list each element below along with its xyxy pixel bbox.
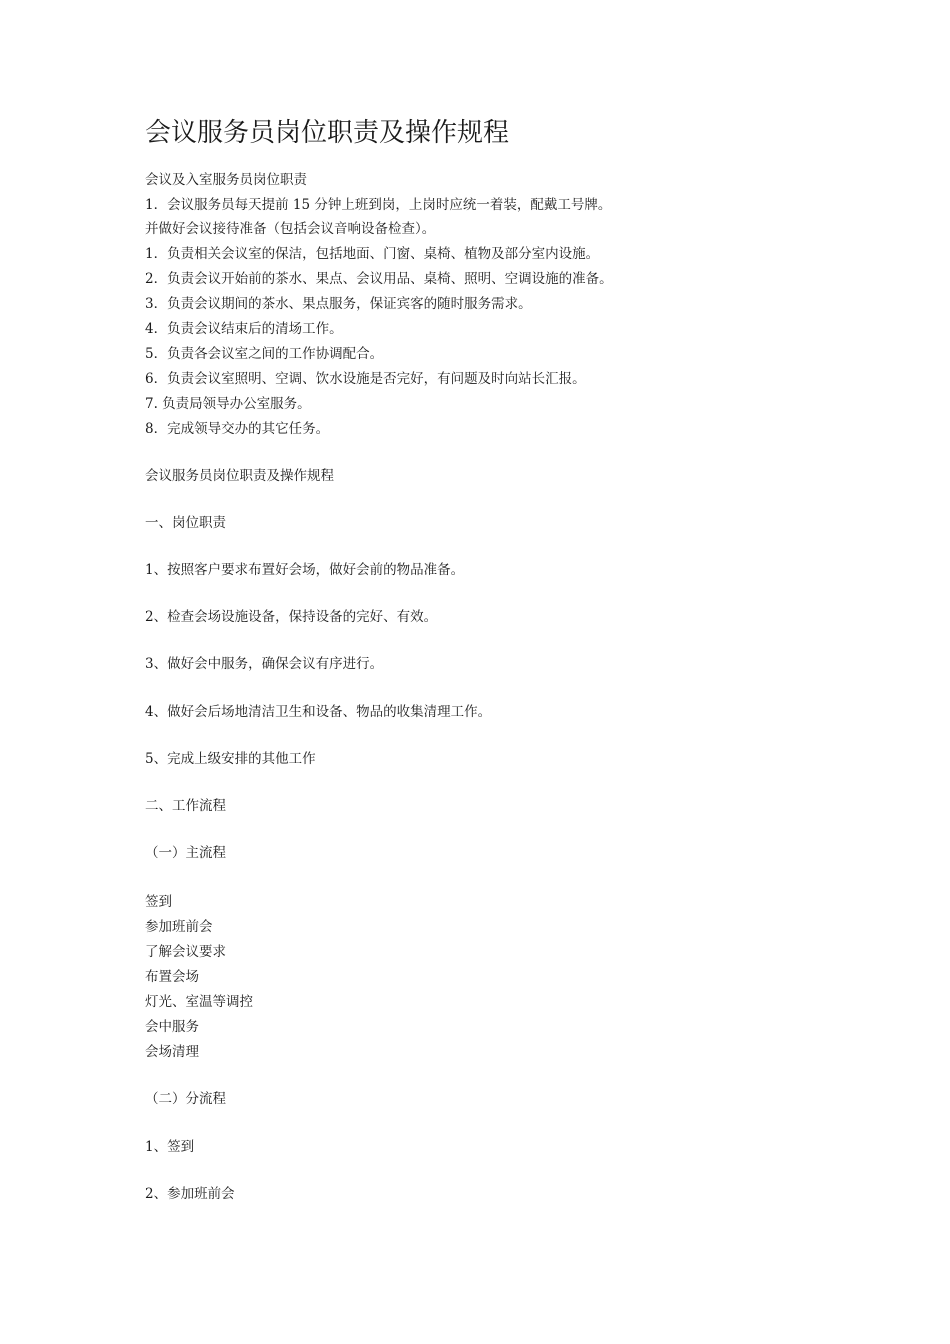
sub-flow-step: 1、签到: [145, 1139, 195, 1155]
document-title: 会议服务员岗位职责及操作规程: [145, 118, 510, 148]
section1-line: 1．负责相关会议室的保洁，包括地面、门窗、桌椅、植物及部分室内设施。: [145, 246, 600, 262]
section1-line: 6．负责会议室照明、空调、饮水设施是否完好，有问题及时向站长汇报。: [145, 371, 586, 387]
section1-line: 3．负责会议期间的茶水、果点服务，保证宾客的随时服务需求。: [145, 296, 532, 312]
part1-heading: 一、岗位职责: [145, 515, 226, 531]
main-flow-heading: （一）主流程: [145, 845, 226, 861]
duty-item: 2、检查会场设施设备，保持设备的完好、有效。: [145, 609, 438, 625]
duty-item: 1、按照客户要求布置好会场，做好会前的物品准备。: [145, 562, 465, 578]
duty-item: 4、做好会后场地清洁卫生和设备、物品的收集清理工作。: [145, 704, 492, 720]
main-flow-step: 灯光、室温等调控: [145, 994, 253, 1010]
section1-line: 5．负责各会议室之间的工作协调配合。: [145, 346, 384, 362]
duty-item: 3、做好会中服务，确保会议有序进行。: [145, 656, 384, 672]
main-flow-step: 会中服务: [145, 1019, 199, 1035]
sub-flow-heading: （二）分流程: [145, 1091, 226, 1107]
section1-line: 7. 负责局领导办公室服务。: [145, 396, 311, 412]
section1-heading: 会议及入室服务员岗位职责: [145, 172, 307, 188]
section1-line: 4．负责会议结束后的清场工作。: [145, 321, 343, 337]
duty-item: 5、完成上级安排的其他工作: [145, 751, 316, 767]
section2-heading: 会议服务员岗位职责及操作规程: [145, 468, 334, 484]
main-flow-step: 参加班前会: [145, 919, 213, 935]
section1-line: 并做好会议接待准备（包括会议音响设备检查）。: [145, 221, 436, 237]
section1-line: 8．完成领导交办的其它任务。: [145, 421, 330, 437]
sub-flow-step: 2、参加班前会: [145, 1186, 235, 1202]
main-flow-step: 会场清理: [145, 1044, 199, 1060]
section1-line: 1．会议服务员每天提前 15 分钟上班到岗，上岗时应统一着装，配戴工号牌。: [145, 197, 612, 213]
main-flow-step: 签到: [145, 894, 172, 910]
section1-line: 2．负责会议开始前的茶水、果点、会议用品、桌椅、照明、空调设施的准备。: [145, 271, 613, 287]
main-flow-step: 布置会场: [145, 969, 199, 985]
main-flow-step: 了解会议要求: [145, 944, 226, 960]
part2-heading: 二、工作流程: [145, 798, 226, 814]
